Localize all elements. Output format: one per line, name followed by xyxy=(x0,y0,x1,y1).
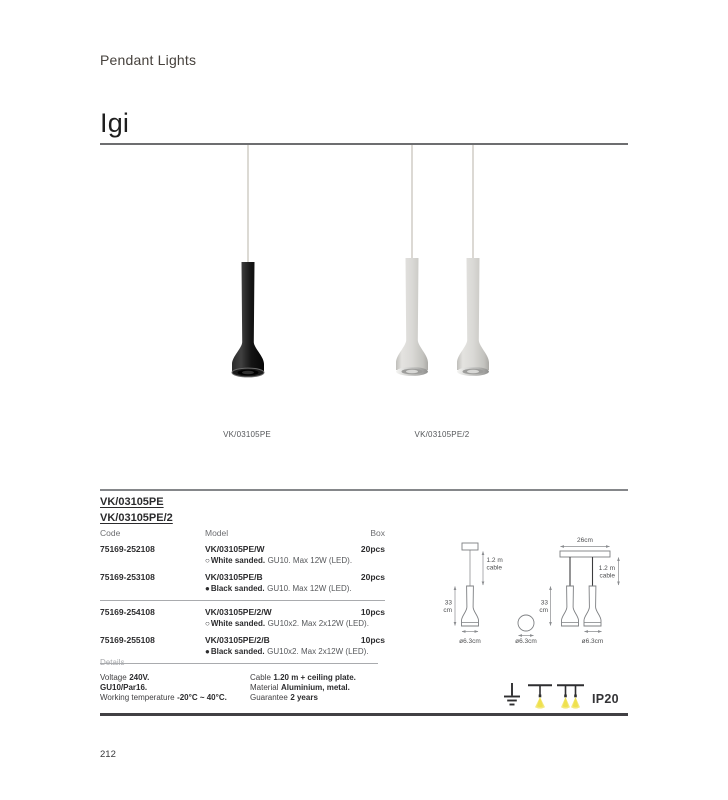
height-label: 33 xyxy=(444,599,452,607)
category-label: Pendant Lights xyxy=(100,52,197,68)
model-code-single: VK/03105PE xyxy=(100,496,164,508)
row-description: ●Black sanded. GU10. Max 12W (LED). xyxy=(205,583,352,593)
ip-rating: IP20 xyxy=(592,692,619,706)
single-pendant-icon xyxy=(528,684,552,709)
header-box: Box xyxy=(370,528,385,538)
ordering-table xyxy=(100,528,385,664)
details-section xyxy=(100,658,390,702)
row-box-qty: 20pcs xyxy=(360,544,385,554)
bar-width-label: 26cm xyxy=(577,537,593,544)
certification-icons xyxy=(500,682,628,710)
model-codes-heading xyxy=(100,494,173,526)
detail-guarantee: Guarantee 2 years xyxy=(250,692,318,702)
row-code: 75169-255108 xyxy=(100,634,155,645)
model-code-double: VK/03105PE/2 xyxy=(100,512,173,524)
page-number: 212 xyxy=(100,749,116,760)
detail-material: Material Aluminium, metal. xyxy=(250,682,350,692)
table-header xyxy=(100,528,385,538)
row-description: ○White sanded. GU10x2. Max 2x12W (LED). xyxy=(205,619,369,628)
single-pendant-diagram xyxy=(443,543,502,645)
page-title: Igi xyxy=(100,108,130,138)
svg-text:cable: cable xyxy=(599,572,615,580)
cable-length-label: 1.2 m xyxy=(598,565,615,572)
table-row xyxy=(100,573,385,594)
row-code: 75169-252108 xyxy=(100,544,155,554)
height-label: 33 xyxy=(540,599,548,607)
table-row xyxy=(100,608,385,629)
finish-dot-black: ● xyxy=(205,583,210,593)
row-box-qty: 20pcs xyxy=(360,571,385,582)
svg-text:cm: cm xyxy=(539,607,548,614)
header-code: Code xyxy=(100,528,121,538)
diameter-label: ø6.3cm xyxy=(515,638,537,645)
detail-lamp: GU10/Par16. xyxy=(100,682,148,692)
dimension-diagrams xyxy=(440,533,628,660)
detail-working-temperature: Working temperature -20°C ~ 40°C. xyxy=(100,692,227,702)
photo-caption-single: VK/03105PE xyxy=(223,430,271,439)
row-description: ○White sanded. GU10. Max 12W (LED). xyxy=(205,556,353,565)
black-pendant-photo xyxy=(232,262,264,377)
detail-voltage: Voltage 240V. xyxy=(100,673,150,682)
diameter-label: ø6.3cm xyxy=(581,638,604,645)
finish-dot-black: ● xyxy=(205,646,210,656)
product-photo-area xyxy=(100,145,628,445)
double-pendant-diagram xyxy=(539,537,618,645)
table-row xyxy=(100,545,385,566)
finish-dot-white: ○ xyxy=(205,619,210,628)
double-pendant-icon xyxy=(557,684,584,709)
row-model: VK/03105PE/2/B xyxy=(205,634,270,645)
table-separator xyxy=(100,600,385,601)
diameter-label: ø6.3cm xyxy=(459,638,481,645)
details-left-column xyxy=(100,673,250,702)
white-pendant-photo-2 xyxy=(457,258,489,376)
finish-dot-white: ○ xyxy=(205,556,210,565)
photo-caption-double: VK/03105PE/2 xyxy=(414,430,470,439)
details-label: Details xyxy=(100,658,125,667)
white-pendant-photo-1 xyxy=(396,258,428,376)
row-model: VK/03105PE/B xyxy=(205,571,263,582)
row-box-qty: 10pcs xyxy=(360,607,385,617)
details-right-column xyxy=(250,673,356,702)
cable-length-label: 1.2 m xyxy=(486,557,503,564)
product-photos xyxy=(100,145,628,445)
row-code: 75169-254108 xyxy=(100,607,155,617)
section-divider xyxy=(100,489,628,491)
footer-divider xyxy=(100,713,628,716)
svg-text:cable: cable xyxy=(486,564,503,572)
detail-cable: Cable 1.20 m + ceiling plate. xyxy=(250,673,356,682)
top-view-diagram xyxy=(515,615,537,645)
row-model: VK/03105PE/W xyxy=(205,544,265,554)
row-box-qty: 10pcs xyxy=(360,634,385,645)
svg-text:cm: cm xyxy=(443,607,452,614)
row-model: VK/03105PE/2/W xyxy=(205,607,272,617)
header-model: Model xyxy=(205,528,229,538)
table-row xyxy=(100,636,385,657)
row-code: 75169-253108 xyxy=(100,571,155,582)
earth-ground-icon xyxy=(503,683,521,708)
row-description: ●Black sanded. GU10x2. Max 2x12W (LED). xyxy=(205,646,369,656)
